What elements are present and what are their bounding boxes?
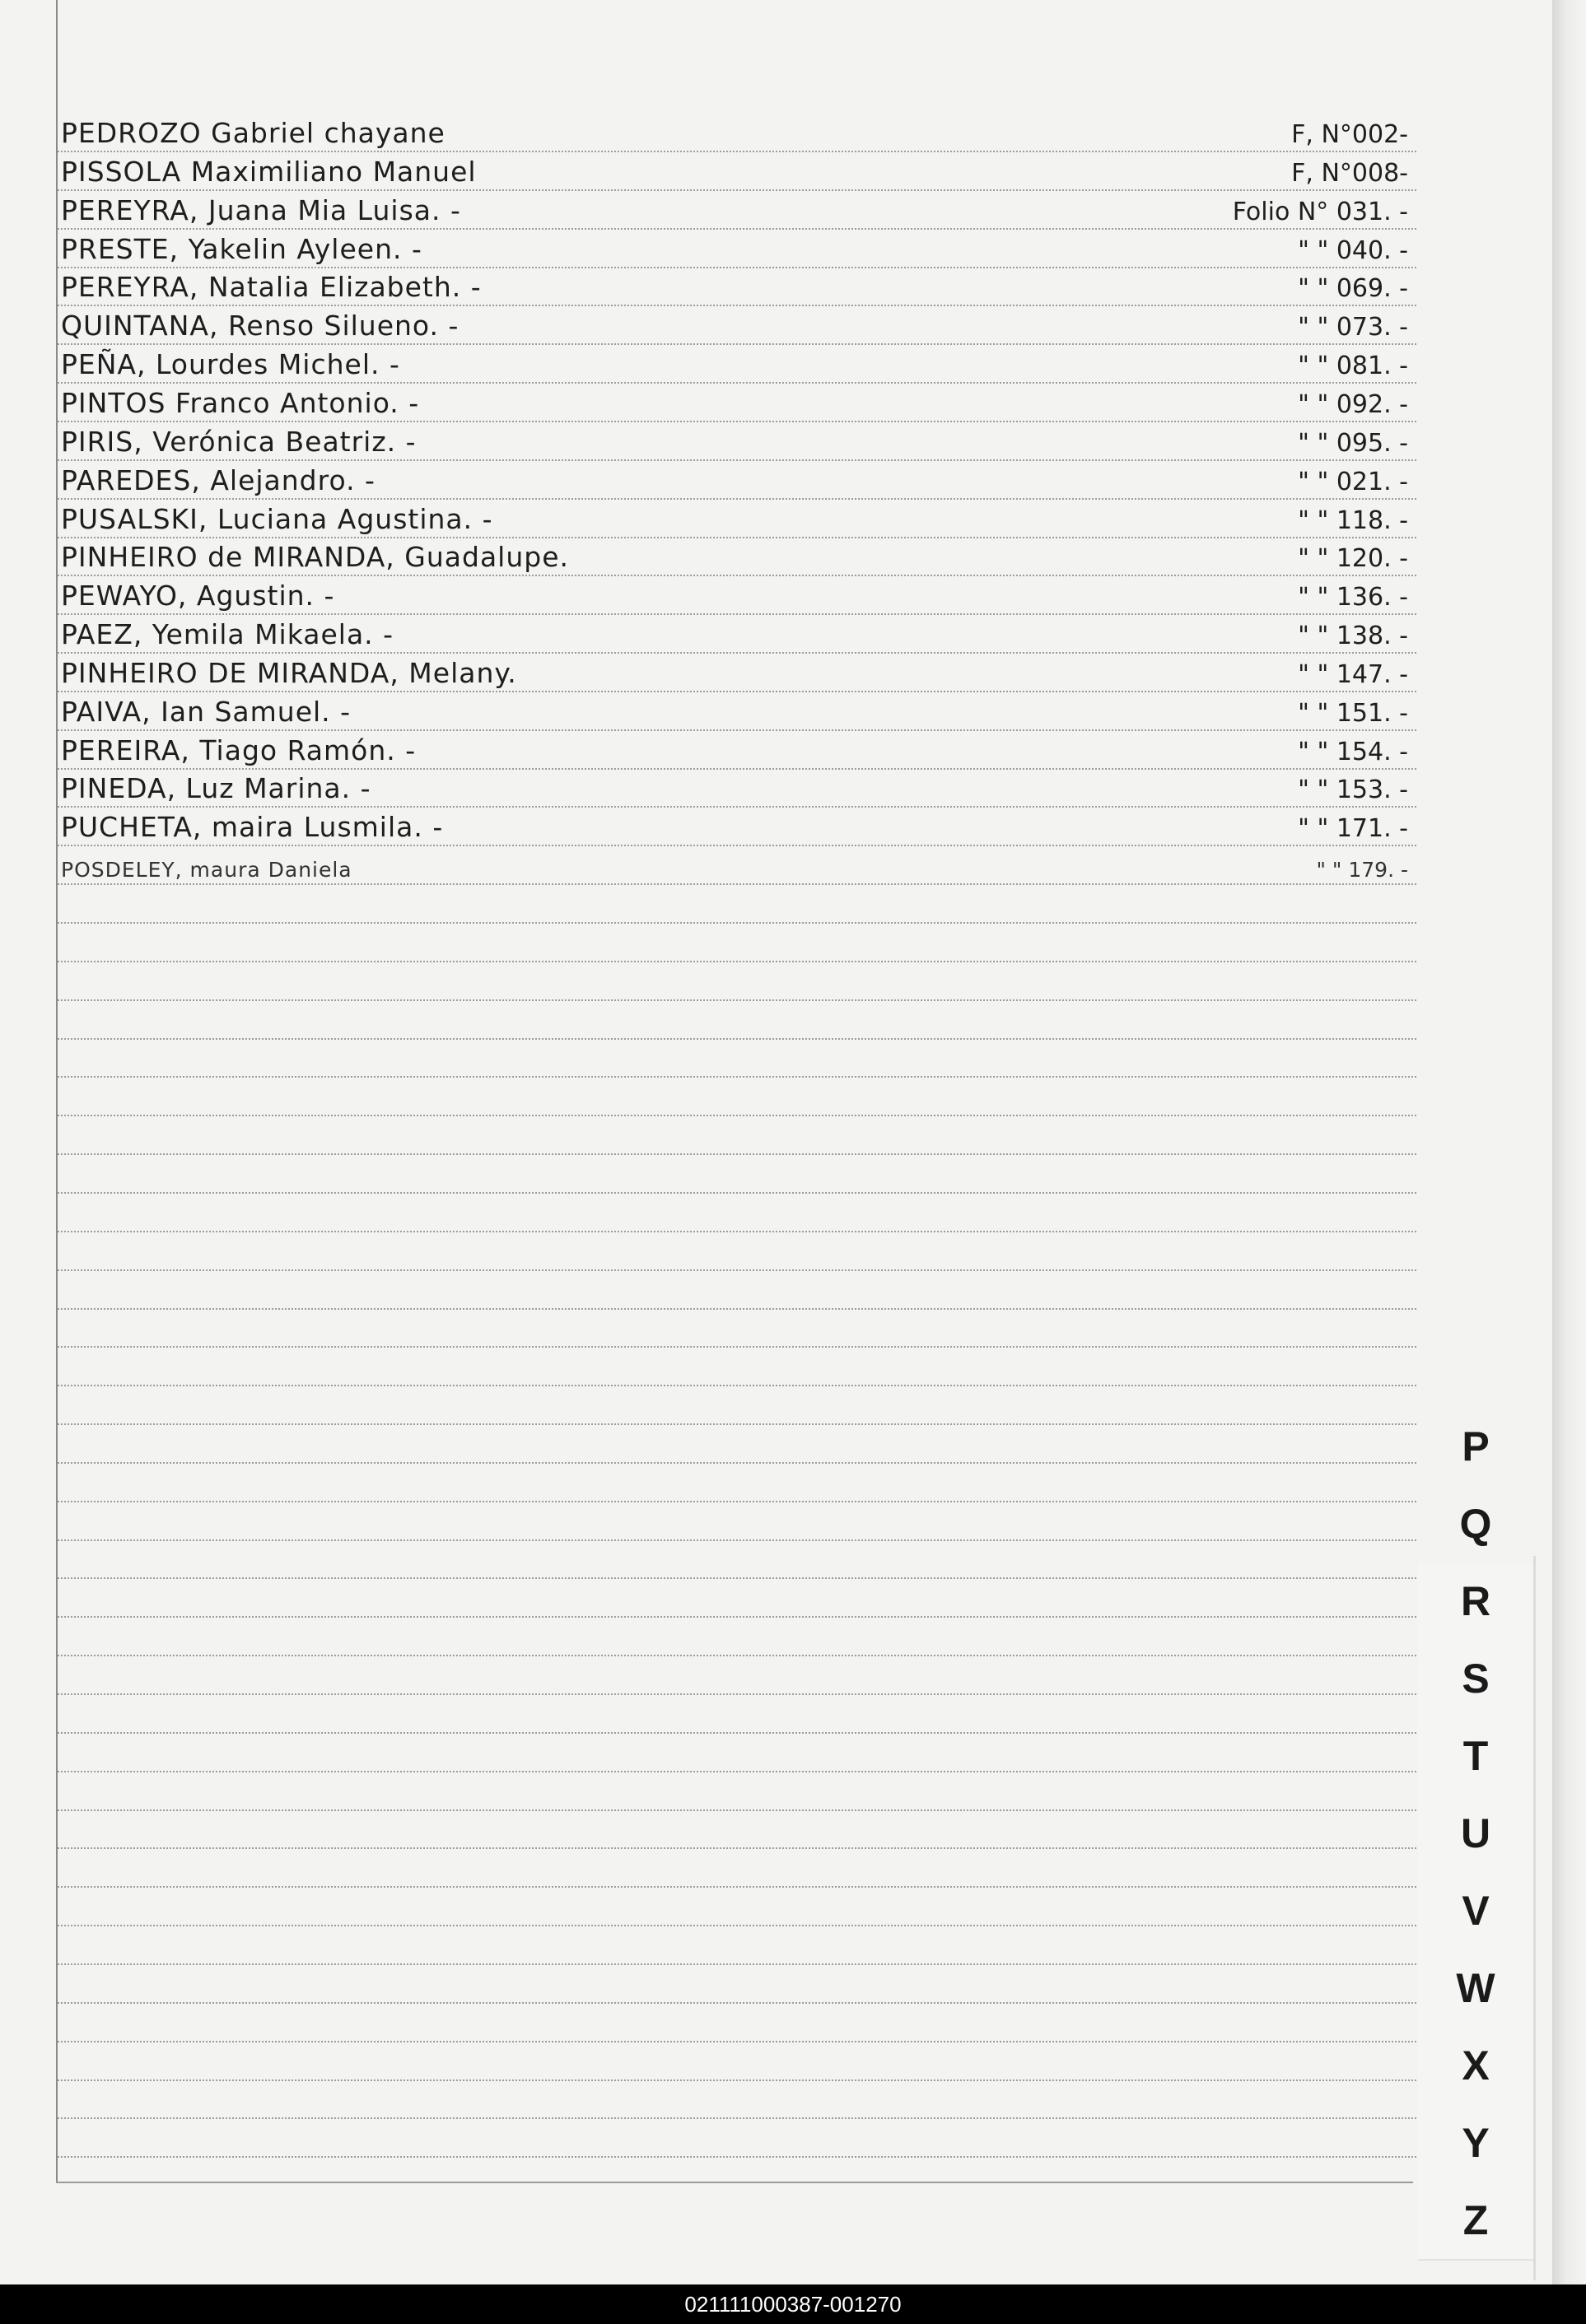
entry-name: PISSOLA Maximiliano Manuel	[61, 156, 477, 188]
ruled-line	[58, 1501, 1416, 1502]
entry-folio: " " 151. -	[1298, 699, 1408, 728]
ruled-line	[58, 1231, 1416, 1232]
register-entry	[58, 267, 1408, 305]
ruled-line	[58, 1115, 1416, 1116]
ruled-line	[58, 1423, 1416, 1425]
register-entry	[58, 460, 1408, 498]
register-entry	[58, 537, 1408, 575]
entry-folio: " " 040. -	[1298, 236, 1408, 265]
scan-footer	[0, 2284, 1586, 2324]
entry-folio: " " 069. -	[1298, 274, 1408, 303]
entry-folio: " " 171. -	[1298, 814, 1408, 843]
ruled-line	[58, 1153, 1416, 1155]
entry-folio: F, N°008-	[1291, 159, 1408, 188]
entry-name: PEREYRA, Natalia Elizabeth. -	[61, 271, 482, 303]
entry-name: PAEZ, Yemila Mikaela. -	[61, 618, 394, 650]
entry-name: PEDROZO Gabriel chayane	[61, 117, 445, 149]
entry-folio: " " 081. -	[1298, 352, 1408, 380]
ruled-line	[58, 1693, 1416, 1695]
ruled-line	[58, 1539, 1416, 1541]
entry-folio: " " 092. -	[1298, 390, 1408, 419]
entry-folio: " " 153. -	[1298, 775, 1408, 804]
entry-folio: Folio N° 031. -	[1232, 198, 1408, 226]
ruled-line	[58, 1616, 1416, 1618]
ruled-line	[58, 999, 1416, 1001]
register-entry	[58, 730, 1408, 768]
register-entry	[58, 845, 1408, 883]
register-entry	[58, 807, 1408, 845]
ruled-line	[58, 1385, 1416, 1386]
ruled-line	[58, 1577, 1416, 1579]
ruled-line	[58, 961, 1416, 962]
bottom-border-line	[56, 2182, 1413, 2183]
register-entry	[58, 614, 1408, 652]
register-entry	[58, 305, 1408, 343]
index-tab-z[interactable]: Z	[1418, 2182, 1533, 2261]
ruled-line	[58, 2117, 1416, 2119]
entry-name: PAIVA, Ian Samuel. -	[61, 696, 352, 728]
register-entry	[58, 653, 1408, 691]
ruled-line	[58, 883, 1416, 885]
entry-name: PINTOS Franco Antonio. -	[61, 387, 420, 419]
entry-name: PEREIRA, Tiago Ramón. -	[61, 734, 417, 766]
ruled-line	[58, 1809, 1416, 1811]
index-tab-s[interactable]: S	[1418, 1640, 1533, 1719]
ruled-line	[58, 922, 1416, 924]
ruled-line	[58, 2156, 1416, 2158]
entry-name: PINHEIRO de MIRANDA, Guadalupe.	[61, 541, 569, 573]
register-entry	[58, 344, 1408, 382]
ruled-line	[58, 1192, 1416, 1194]
register-entry	[58, 190, 1408, 228]
register-entry	[58, 113, 1408, 151]
entry-folio: F, N°002-	[1291, 120, 1408, 149]
entry-folio: " " 118. -	[1298, 506, 1408, 535]
entry-folio: " " 136. -	[1298, 583, 1408, 612]
index-tab-q[interactable]: Q	[1459, 1501, 1492, 1547]
index-tab-t[interactable]: T	[1418, 1717, 1533, 1796]
ruled-line	[58, 1655, 1416, 1656]
ruled-line	[58, 1963, 1416, 1965]
entry-folio: " " 154. -	[1298, 738, 1408, 766]
index-tab-y[interactable]: Y	[1418, 2104, 1533, 2183]
page-edge	[1552, 0, 1586, 2284]
register-entry	[58, 575, 1408, 613]
entry-name: PUSALSKI, Luciana Agustina. -	[61, 503, 493, 535]
ruled-line	[58, 1847, 1416, 1849]
register-entry	[58, 421, 1408, 459]
entry-name: PEREYRA, Juana Mia Luisa. -	[61, 194, 461, 226]
ruled-line	[58, 2002, 1416, 2004]
register-entry	[58, 383, 1408, 421]
ruled-line	[58, 1038, 1416, 1040]
ruled-line	[58, 1925, 1416, 1926]
entry-folio: " " 120. -	[1298, 544, 1408, 573]
ruled-line	[58, 2041, 1416, 2042]
index-tab-v[interactable]: V	[1418, 1872, 1533, 1951]
register-entry	[58, 692, 1408, 729]
register-entry	[58, 768, 1408, 806]
entry-name: PAREDES, Alejandro. -	[61, 464, 376, 496]
index-tab-w[interactable]: W	[1418, 1949, 1533, 2028]
entry-name: PEWAYO, Agustin. -	[61, 580, 335, 612]
entry-name: PINHEIRO DE MIRANDA, Melany.	[61, 657, 517, 689]
entry-name: PINEDA, Luz Marina. -	[61, 772, 371, 804]
entry-name: PUCHETA, maira Lusmila. -	[61, 811, 444, 843]
index-tab-u[interactable]: U	[1418, 1795, 1533, 1874]
entry-folio: " " 095. -	[1298, 429, 1408, 458]
document-code: 021111000387-001270	[684, 2291, 902, 2317]
entry-folio: " " 073. -	[1298, 313, 1408, 342]
ruled-line	[58, 1462, 1416, 1464]
ruled-line	[58, 1886, 1416, 1888]
ruled-line	[58, 1346, 1416, 1348]
entry-name: QUINTANA, Renso Silueno. -	[61, 310, 459, 342]
ruled-line	[58, 2079, 1416, 2081]
register-entry	[58, 229, 1408, 267]
ruled-line	[58, 1308, 1416, 1310]
index-tab-r[interactable]: R	[1418, 1563, 1533, 1642]
entry-name: PRESTE, Yakelin Ayleen. -	[61, 233, 422, 265]
entry-folio: " " 138. -	[1298, 622, 1408, 650]
ruled-line	[58, 1076, 1416, 1078]
index-tab-p[interactable]: P	[1462, 1423, 1490, 1469]
ruled-line	[58, 1771, 1416, 1772]
entry-name: PIRIS, Verónica Beatriz. -	[61, 426, 417, 458]
register-entry	[58, 499, 1408, 537]
alphabet-index-tabs	[1418, 1408, 1553, 2280]
entry-folio: " " 147. -	[1298, 660, 1408, 689]
ruled-line	[58, 1732, 1416, 1734]
entry-name: PEÑA, Lourdes Michel. -	[61, 348, 400, 380]
entry-name: POSDELEY, maura Daniela	[61, 858, 352, 882]
entry-folio: " " 021. -	[1298, 468, 1408, 496]
index-tab-x[interactable]: X	[1418, 2027, 1533, 2106]
register-entry	[58, 151, 1408, 189]
ruled-line	[58, 1269, 1416, 1271]
entry-folio: " " 179. -	[1316, 858, 1408, 882]
